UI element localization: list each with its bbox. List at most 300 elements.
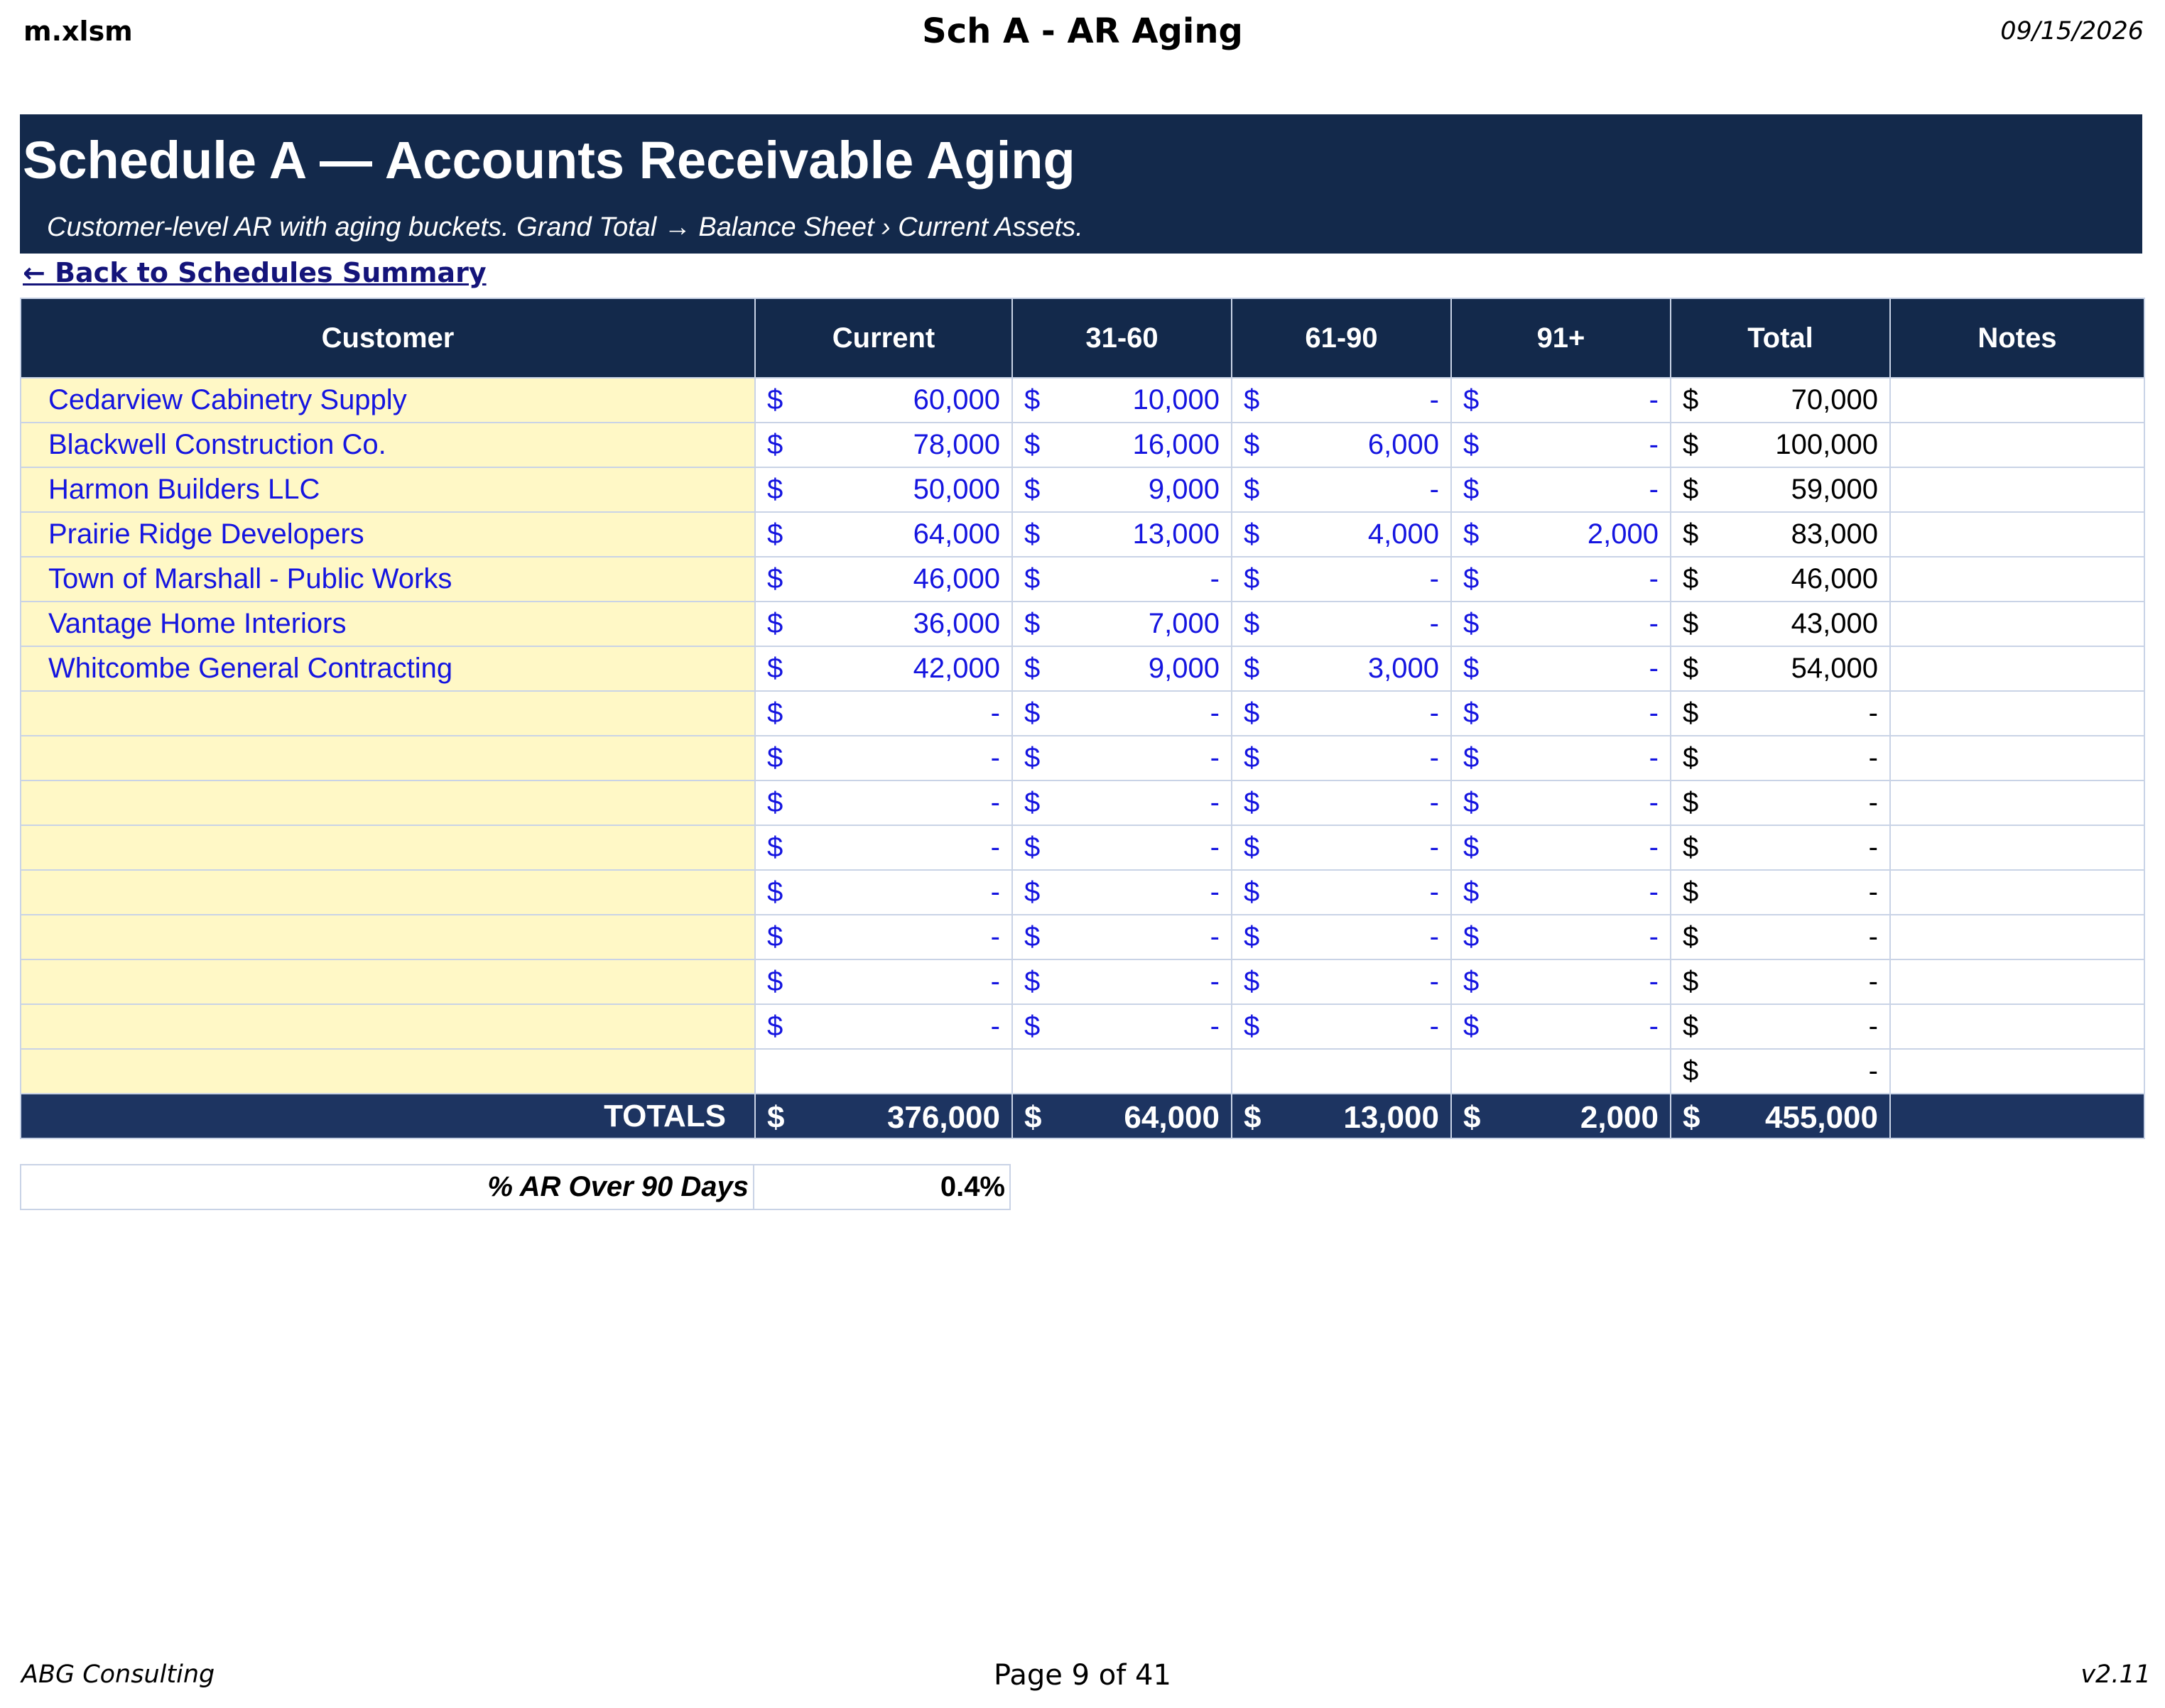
amount: - [1210, 966, 1220, 997]
current-cell[interactable] [755, 423, 1012, 467]
header-notes: Notes [1890, 298, 2144, 378]
31-60-cell[interactable] [1012, 646, 1232, 691]
customer-cell[interactable] [21, 780, 755, 825]
61-90-cell[interactable] [1232, 959, 1451, 1004]
currency-symbol: $ [1683, 1055, 1699, 1087]
currency-symbol: $ [1024, 608, 1041, 639]
amount: - [1210, 1011, 1220, 1042]
91-plus-cell[interactable] [1451, 870, 1671, 915]
31-60-cell[interactable] [1012, 915, 1232, 959]
totals-row [21, 1094, 2144, 1138]
amount: - [1429, 384, 1439, 415]
current-cell[interactable] [755, 1049, 1012, 1094]
total-cell [1671, 646, 1890, 691]
currency-symbol: $ [767, 742, 783, 773]
amount: 3,000 [1367, 653, 1439, 684]
amount: - [1649, 653, 1659, 684]
currency-symbol: $ [767, 876, 783, 908]
current-cell[interactable] [755, 467, 1012, 512]
amount: - [1649, 474, 1659, 505]
notes-cell[interactable] [1890, 825, 2144, 870]
31-60-cell[interactable] [1012, 870, 1232, 915]
header-91-plus: 91+ [1451, 298, 1671, 378]
current-cell[interactable] [755, 602, 1012, 646]
amount: 36,000 [913, 608, 1000, 639]
currency-symbol: $ [1463, 742, 1480, 773]
amount: 46,000 [913, 563, 1000, 594]
currency-symbol: $ [1683, 787, 1699, 818]
file-name: m.xlsm [23, 16, 133, 47]
currency-symbol: $ [1683, 966, 1699, 997]
amount: - [1649, 429, 1659, 460]
customer-cell[interactable] [21, 691, 755, 736]
table-row [21, 646, 2144, 691]
91-plus-cell[interactable] [1451, 646, 1671, 691]
91-plus-cell[interactable] [1451, 512, 1671, 557]
table-row [21, 959, 2144, 1004]
table-row [21, 602, 2144, 646]
currency-symbol: $ [1463, 563, 1480, 594]
amount: - [1429, 921, 1439, 952]
currency-symbol: $ [767, 474, 783, 505]
notes-cell[interactable] [1890, 959, 2144, 1004]
notes-cell[interactable] [1890, 557, 2144, 602]
61-90-cell[interactable] [1232, 736, 1451, 780]
customer-cell[interactable]: Cedarview Cabinetry Supply [21, 378, 755, 423]
amount: - [1649, 921, 1659, 952]
customer-cell[interactable]: Whitcombe General Contracting [21, 646, 755, 691]
amount: 83,000 [1791, 518, 1878, 550]
table-header-row [21, 298, 2144, 378]
currency-symbol: $ [767, 563, 783, 594]
amount: - [1868, 832, 1878, 863]
currency-symbol: $ [1683, 653, 1699, 684]
amount: 9,000 [1148, 474, 1220, 505]
table-row [21, 691, 2144, 736]
amount: - [1429, 966, 1439, 997]
amount: 50,000 [913, 474, 1000, 505]
currency-symbol: $ [1024, 429, 1041, 460]
31-60-cell[interactable] [1012, 557, 1232, 602]
31-60-cell[interactable] [1012, 736, 1232, 780]
amount: - [1868, 787, 1878, 818]
customer-cell[interactable]: Prairie Ridge Developers [21, 512, 755, 557]
amount: - [1429, 742, 1439, 773]
totals-91-plus-cell: $ 2,000 [1451, 1094, 1671, 1138]
currency-symbol: $ [1024, 787, 1041, 818]
currency-symbol: $ [1244, 966, 1260, 997]
current-cell[interactable] [755, 736, 1012, 780]
currency-symbol: $ [1463, 697, 1480, 729]
currency-symbol: $ [1683, 608, 1699, 639]
header-31-60: 31-60 [1012, 298, 1232, 378]
current-cell[interactable] [755, 1004, 1012, 1049]
amount: - [990, 697, 1000, 729]
table-row [21, 1004, 2144, 1049]
91-plus-cell[interactable] [1451, 825, 1671, 870]
table-row [21, 780, 2144, 825]
amount: - [990, 832, 1000, 863]
amount: - [1868, 697, 1878, 729]
currency-symbol: $ [1024, 966, 1041, 997]
ar-over-90-label: % AR Over 90 Days [21, 1165, 754, 1209]
61-90-cell[interactable] [1232, 646, 1451, 691]
customer-cell[interactable] [21, 825, 755, 870]
table-row [21, 557, 2144, 602]
91-plus-cell[interactable] [1451, 915, 1671, 959]
table-row [21, 825, 2144, 870]
currency-symbol: $ [1683, 563, 1699, 594]
current-cell[interactable] [755, 780, 1012, 825]
currency-symbol: $ [1244, 518, 1260, 550]
currency-symbol: $ [1244, 921, 1260, 952]
current-cell[interactable] [755, 915, 1012, 959]
currency-symbol: $ [1024, 1011, 1041, 1042]
notes-cell[interactable] [1890, 602, 2144, 646]
currency-symbol: $ [1463, 429, 1480, 460]
currency-symbol: $ [1244, 787, 1260, 818]
footer-version: v2.11 [2080, 1660, 2151, 1689]
amount: - [1210, 742, 1220, 773]
amount: - [990, 966, 1000, 997]
customer-cell[interactable] [21, 1004, 755, 1049]
91-plus-cell[interactable] [1451, 736, 1671, 780]
table-row [21, 870, 2144, 915]
amount: 13,000 [1132, 518, 1220, 550]
total-cell [1671, 691, 1890, 736]
amount: - [1649, 697, 1659, 729]
61-90-cell[interactable] [1232, 1049, 1451, 1094]
currency-symbol: $ [1024, 742, 1041, 773]
61-90-cell[interactable] [1232, 557, 1451, 602]
schedule-subtitle: Customer-level AR with aging buckets. Grand Total → Balance Sheet › Current Assets. [47, 212, 1083, 242]
amount: 43,000 [1791, 608, 1878, 639]
currency-symbol: $ [767, 832, 783, 863]
table-row [21, 467, 2144, 512]
notes-cell[interactable] [1890, 1049, 2144, 1094]
91-plus-cell[interactable] [1451, 602, 1671, 646]
91-plus-cell[interactable] [1451, 691, 1671, 736]
amount: - [990, 787, 1000, 818]
amount: - [1868, 966, 1878, 997]
sheet-title: Sch A - AR Aging [922, 11, 1243, 51]
91-plus-cell[interactable] [1451, 423, 1671, 467]
61-90-cell[interactable] [1232, 825, 1451, 870]
currency-symbol: $ [1463, 966, 1480, 997]
totals-current-cell: $ 376,000 [755, 1094, 1012, 1138]
amount: - [1868, 876, 1878, 908]
61-90-cell[interactable] [1232, 1004, 1451, 1049]
total-cell [1671, 602, 1890, 646]
customer-cell[interactable]: Vantage Home Interiors [21, 602, 755, 646]
31-60-cell[interactable] [1012, 691, 1232, 736]
current-cell[interactable] [755, 646, 1012, 691]
total-cell [1671, 959, 1890, 1004]
back-to-summary-link[interactable]: ← Back to Schedules Summary [23, 257, 487, 288]
currency-symbol: $ [1244, 876, 1260, 908]
amount: - [1210, 787, 1220, 818]
amount: 7,000 [1148, 608, 1220, 639]
currency-symbol: $ [1244, 474, 1260, 505]
table-row [21, 423, 2144, 467]
amount: 70,000 [1791, 384, 1878, 415]
table-row [21, 736, 2144, 780]
currency-symbol: $ [1683, 429, 1699, 460]
currency-symbol: $ [1024, 921, 1041, 952]
currency-symbol: $ [1024, 697, 1041, 729]
61-90-cell[interactable] [1232, 423, 1451, 467]
31-60-cell[interactable] [1012, 825, 1232, 870]
header-total: Total [1671, 298, 1890, 378]
totals-31-60-cell: $ 64,000 [1012, 1094, 1232, 1138]
totals-label: TOTALS [21, 1094, 755, 1138]
current-cell[interactable] [755, 557, 1012, 602]
currency-symbol: $ [1244, 608, 1260, 639]
currency-symbol: $ [767, 966, 783, 997]
currency-symbol: $ [1244, 832, 1260, 863]
schedule-title: Schedule A — Accounts Receivable Aging [23, 131, 1075, 190]
amount: 54,000 [1791, 653, 1878, 684]
customer-cell[interactable]: Town of Marshall - Public Works [21, 557, 755, 602]
notes-cell[interactable] [1890, 467, 2144, 512]
currency-symbol: $ [1244, 697, 1260, 729]
currency-symbol: $ [1683, 832, 1699, 863]
currency-symbol: $ [1463, 474, 1480, 505]
amount: - [1210, 563, 1220, 594]
notes-cell[interactable] [1890, 646, 2144, 691]
61-90-cell[interactable] [1232, 512, 1451, 557]
31-60-cell[interactable] [1012, 423, 1232, 467]
31-60-cell[interactable] [1012, 512, 1232, 557]
table-row [21, 915, 2144, 959]
currency-symbol: $ [1463, 787, 1480, 818]
amount: - [1649, 1011, 1659, 1042]
amount: - [1868, 921, 1878, 952]
amount: - [1429, 608, 1439, 639]
currency-symbol: $ [1024, 474, 1041, 505]
notes-cell[interactable] [1890, 915, 2144, 959]
notes-cell[interactable] [1890, 691, 2144, 736]
table-row [21, 378, 2144, 423]
totals-61-90-cell: $ 13,000 [1232, 1094, 1451, 1138]
61-90-cell[interactable] [1232, 378, 1451, 423]
amount: - [1649, 608, 1659, 639]
amount: 2,000 [1587, 518, 1659, 550]
amount: 60,000 [913, 384, 1000, 415]
schedule-banner [20, 114, 2142, 254]
ar-over-90-table [20, 1164, 1011, 1210]
total-cell [1671, 736, 1890, 780]
total-cell [1671, 870, 1890, 915]
amount: - [1649, 563, 1659, 594]
amount: - [1210, 876, 1220, 908]
currency-symbol: $ [1244, 1011, 1260, 1042]
31-60-cell[interactable] [1012, 467, 1232, 512]
31-60-cell[interactable] [1012, 1004, 1232, 1049]
currency-symbol: $ [767, 697, 783, 729]
currency-symbol: $ [1683, 876, 1699, 908]
currency-symbol: $ [1683, 742, 1699, 773]
customer-cell[interactable]: Harmon Builders LLC [21, 467, 755, 512]
customer-cell[interactable] [21, 959, 755, 1004]
amount: - [1868, 742, 1878, 773]
currency-symbol: $ [767, 1011, 783, 1042]
amount: 59,000 [1791, 474, 1878, 505]
footer-company: ABG Consulting [21, 1660, 215, 1689]
31-60-cell[interactable] [1012, 959, 1232, 1004]
currency-symbol: $ [767, 518, 783, 550]
amount: - [1868, 1055, 1878, 1087]
61-90-cell[interactable] [1232, 915, 1451, 959]
currency-symbol: $ [1024, 384, 1041, 415]
amount: 100,000 [1775, 429, 1878, 460]
31-60-cell[interactable] [1012, 378, 1232, 423]
header-61-90: 61-90 [1232, 298, 1451, 378]
currency-symbol: $ [767, 429, 783, 460]
currency-symbol: $ [1244, 384, 1260, 415]
91-plus-cell[interactable] [1451, 378, 1671, 423]
currency-symbol: $ [1024, 832, 1041, 863]
notes-cell[interactable] [1890, 378, 2144, 423]
amount: - [1649, 966, 1659, 997]
31-60-cell[interactable] [1012, 1049, 1232, 1094]
91-plus-cell[interactable] [1451, 1004, 1671, 1049]
amount: 4,000 [1367, 518, 1439, 550]
31-60-cell[interactable] [1012, 602, 1232, 646]
currency-symbol: $ [1463, 608, 1480, 639]
currency-symbol: $ [1024, 653, 1041, 684]
currency-symbol: $ [767, 921, 783, 952]
total-cell [1671, 512, 1890, 557]
notes-cell[interactable] [1890, 780, 2144, 825]
current-cell[interactable] [755, 378, 1012, 423]
print-date: 09/15/2026 [2000, 17, 2144, 45]
total-cell [1671, 1049, 1890, 1094]
amount: - [1429, 832, 1439, 863]
61-90-cell[interactable] [1232, 780, 1451, 825]
total-cell [1671, 423, 1890, 467]
total-cell [1671, 467, 1890, 512]
currency-symbol: $ [767, 384, 783, 415]
currency-symbol: $ [1024, 518, 1041, 550]
total-cell [1671, 1004, 1890, 1049]
amount: 10,000 [1132, 384, 1220, 415]
amount: - [1429, 1011, 1439, 1042]
currency-symbol: $ [1024, 876, 1041, 908]
notes-cell[interactable] [1890, 736, 2144, 780]
amount: - [1210, 697, 1220, 729]
notes-cell[interactable] [1890, 512, 2144, 557]
91-plus-cell[interactable] [1451, 557, 1671, 602]
totals-notes-cell [1890, 1094, 2144, 1138]
ar-aging-table [20, 298, 2145, 1139]
currency-symbol: $ [1683, 921, 1699, 952]
current-cell[interactable] [755, 959, 1012, 1004]
amount: - [1649, 742, 1659, 773]
61-90-cell[interactable] [1232, 870, 1451, 915]
amount: - [1210, 921, 1220, 952]
amount: - [1649, 876, 1659, 908]
currency-symbol: $ [1463, 921, 1480, 952]
currency-symbol: $ [1683, 1011, 1699, 1042]
91-plus-cell[interactable] [1451, 467, 1671, 512]
91-plus-cell[interactable] [1451, 959, 1671, 1004]
customer-cell[interactable] [21, 870, 755, 915]
91-plus-cell[interactable] [1451, 780, 1671, 825]
footer-page-number: Page 9 of 41 [994, 1659, 1171, 1692]
amount: - [1429, 876, 1439, 908]
amount: - [1429, 474, 1439, 505]
currency-symbol: $ [1463, 832, 1480, 863]
notes-cell[interactable] [1890, 1004, 2144, 1049]
customer-cell[interactable] [21, 1049, 755, 1094]
31-60-cell[interactable] [1012, 780, 1232, 825]
amount: - [1210, 832, 1220, 863]
customer-cell[interactable] [21, 915, 755, 959]
amount: 78,000 [913, 429, 1000, 460]
amount: - [990, 1011, 1000, 1042]
currency-symbol: $ [767, 653, 783, 684]
amount: - [990, 876, 1000, 908]
currency-symbol: $ [767, 787, 783, 818]
current-cell[interactable] [755, 512, 1012, 557]
currency-symbol: $ [1244, 742, 1260, 773]
total-cell [1671, 825, 1890, 870]
61-90-cell[interactable] [1232, 467, 1451, 512]
amount: - [1868, 1011, 1878, 1042]
notes-cell[interactable] [1890, 423, 2144, 467]
customer-cell[interactable] [21, 736, 755, 780]
currency-symbol: $ [1463, 653, 1480, 684]
current-cell[interactable] [755, 691, 1012, 736]
currency-symbol: $ [1683, 518, 1699, 550]
amount: - [1429, 697, 1439, 729]
currency-symbol: $ [1683, 697, 1699, 729]
currency-symbol: $ [1463, 1011, 1480, 1042]
61-90-cell[interactable] [1232, 602, 1451, 646]
table-row [21, 512, 2144, 557]
amount: 64,000 [913, 518, 1000, 550]
91-plus-cell[interactable] [1451, 1049, 1671, 1094]
amount: 16,000 [1132, 429, 1220, 460]
ar-over-90-value: 0.4% [754, 1165, 1010, 1209]
currency-symbol: $ [1024, 563, 1041, 594]
notes-cell[interactable] [1890, 870, 2144, 915]
amount: 9,000 [1148, 653, 1220, 684]
current-cell[interactable] [755, 870, 1012, 915]
currency-symbol: $ [1463, 518, 1480, 550]
header-current: Current [755, 298, 1012, 378]
table-row [21, 1049, 2144, 1094]
amount: 6,000 [1367, 429, 1439, 460]
amount: 46,000 [1791, 563, 1878, 594]
customer-cell[interactable]: Blackwell Construction Co. [21, 423, 755, 467]
total-cell [1671, 915, 1890, 959]
currency-symbol: $ [1683, 474, 1699, 505]
currency-symbol: $ [1463, 876, 1480, 908]
total-cell [1671, 780, 1890, 825]
amount: - [1649, 787, 1659, 818]
amount: - [1429, 563, 1439, 594]
amount: - [1649, 832, 1659, 863]
total-cell [1671, 378, 1890, 423]
61-90-cell[interactable] [1232, 691, 1451, 736]
amount: - [990, 921, 1000, 952]
amount: - [990, 742, 1000, 773]
total-cell [1671, 557, 1890, 602]
current-cell[interactable] [755, 825, 1012, 870]
amount: - [1649, 384, 1659, 415]
